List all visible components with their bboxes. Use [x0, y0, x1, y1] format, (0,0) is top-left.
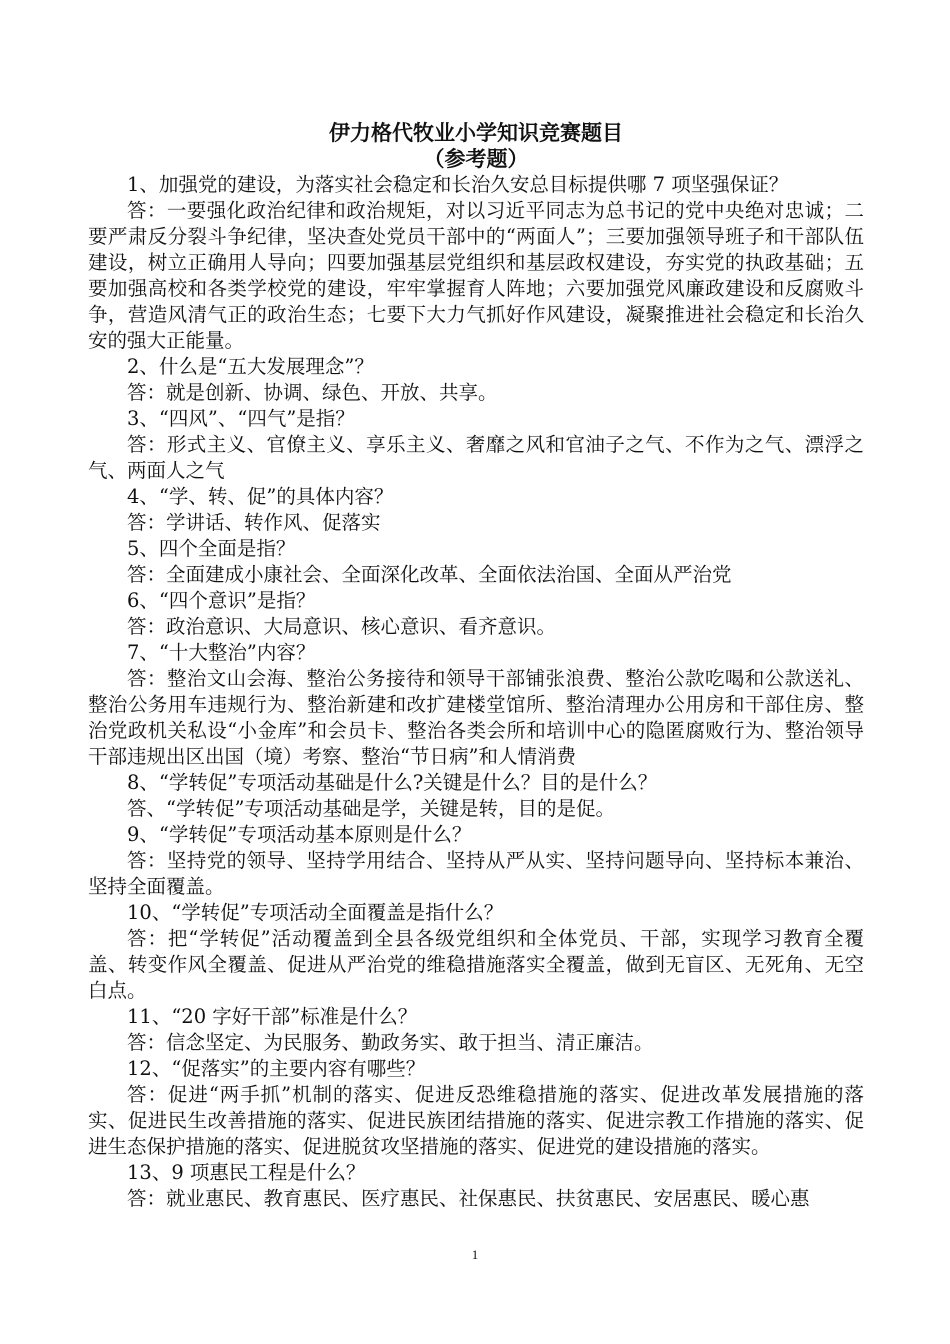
answer-1: 答：一要强化政治纪律和政治规矩，对以习近平同志为总书记的党中央绝对忠诚；二要严肃反分裂斗争纪律，坚决查处党员干部中的“两面人”；三要加强领导班子和干部队伍建设，树立正确用人导向；四要加强基层党组织和基层政权建设，夯实党的执政基础；五要加强高校和各类学校党的建设，牢牢掌握育人阵地；六要加强党风廉政建设和反腐败斗争，营造风清气正的政治生态；七要下大力气抓好作风建设，凝聚推进社会稳定和长治久安的强大正能量。 — [88, 199, 864, 352]
question-5: 5、四个全面是指？ — [127, 537, 296, 560]
answer-12: 答：促进“两手抓”机制的落实、促进反恐维稳措施的落实、促进改革发展措施的落实、促进民生改善措施的落实、促进民族团结措施的落实、促进宗教工作措施的落实、促进生态保护措施的落实、促进脱贫攻坚措施的落实、促进党的建设措施的落实。 — [88, 1083, 864, 1158]
question-11: 11、“20 字好干部”标准是什么？ — [127, 1005, 418, 1028]
answer-8: 答、“学转促”专项活动基础是学，关键是转，目的是促。 — [127, 797, 615, 820]
answer-10: 答：把“学转促”活动覆盖到全县各级党组织和全体党员、干部，实现学习教育全覆盖、转变作风全覆盖、促进从严治党的维稳措施落实全覆盖，做到无盲区、无死角、无空白点。 — [88, 927, 864, 1002]
qa-list — [88, 172, 864, 1212]
answer-6: 答：政治意识、大局意识、核心意识、看齐意识。 — [127, 615, 557, 638]
question-4: 4、“学、转、促”的具体内容？ — [127, 485, 394, 508]
answer-4: 答：学讲话、转作风、促落实 — [127, 511, 381, 534]
question-13: 13、9 项惠民工程是什么？ — [127, 1161, 366, 1184]
question-8: 8、“学转促”专项活动基础是什么?关键是什么？目的是什么？ — [127, 771, 658, 794]
answer-11: 答：信念坚定、为民服务、勤政务实、敢于担当、清正廉洁。 — [127, 1031, 654, 1054]
question-10: 10、“学转促”专项活动全面覆盖是指什么？ — [127, 901, 504, 924]
answer-7: 答：整治文山会海、整治公务接待和领导干部铺张浪费、整治公款吃喝和公款送礼、整治公务用车违规行为、整治新建和改扩建楼堂馆所、整治清理办公用房和干部住房、整治党政机关私设“小金库”和会员卡、整治各类会所和培训中心的隐匿腐败行为、整治领导干部违规出区出国（境）考察、整治“节日病”和人情消费 — [88, 667, 864, 768]
answer-5: 答：全面建成小康社会、全面深化改革、全面依法治国、全面从严治党 — [127, 563, 732, 586]
document-body — [88, 120, 864, 1212]
document-subtitle: （参考题） — [423, 146, 529, 171]
answer-2: 答：就是创新、协调、绿色、开放、共享。 — [127, 381, 498, 404]
answer-9: 答：坚持党的领导、坚持学用结合、坚持从严从实、坚持问题导向、坚持标本兼治、坚持全面覆盖。 — [88, 849, 864, 898]
answer-3: 答：形式主义、官僚主义、享乐主义、奢靡之风和官油子之气、不作为之气、漂浮之气、两面人之气 — [88, 433, 864, 482]
document-title: 伊力格代牧业小学知识竞赛题目 — [329, 120, 623, 145]
answer-13: 答：就业惠民、教育惠民、医疗惠民、社保惠民、扶贫惠民、安居惠民、暖心惠 — [127, 1187, 810, 1210]
question-6: 6、“四个意识”是指？ — [127, 589, 316, 612]
question-1: 1、加强党的建设，为落实社会稳定和长治久安总目标提供哪 7 项坚强保证？ — [127, 173, 789, 196]
question-12: 12、“促落实”的主要内容有哪些？ — [127, 1057, 426, 1080]
question-7: 7、“十大整治”内容？ — [127, 641, 316, 664]
page-number: 1 — [471, 1247, 479, 1262]
question-3: 3、“四风”、“四气”是指？ — [127, 407, 355, 430]
question-2: 2、什么是“五大发展理念”？ — [127, 355, 374, 378]
question-9: 9、“学转促”专项活动基本原则是什么？ — [127, 823, 472, 846]
